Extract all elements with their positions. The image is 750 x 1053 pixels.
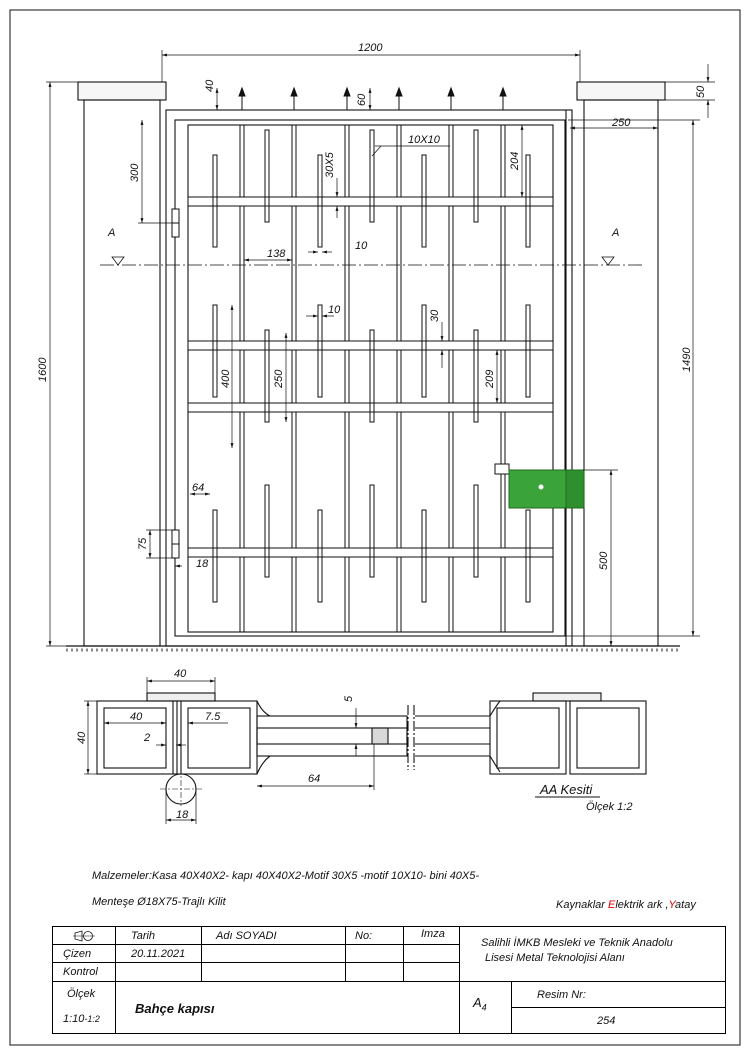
paper-size [473,995,487,1013]
section-label-left: A [108,227,116,239]
olcek-label: Ölçek [67,988,96,1000]
paper-size-sub: 4 [481,1002,487,1013]
elevation-dimension-texts [37,42,707,570]
right-post [577,82,665,646]
dim-gap-138: 138 [267,248,286,260]
dim-gap-30: 30 [429,309,441,322]
scale-sub: -1:2 [84,1014,100,1024]
imza-label: Imza [421,928,445,940]
dim-motif-30x5: 30X5 [324,152,336,178]
weld-y: Y [668,899,676,911]
dim-hinge-18: 18 [196,558,209,570]
sheet-border [10,10,740,1045]
dim-height-1490: 1490 [681,347,693,372]
resim-number: 254 [597,1015,616,1027]
no-label: No: [355,930,373,942]
institution-line-2: Lisesi Metal Teknolojisi Alanı [485,952,625,964]
weld-prefix: Kaynaklar [556,899,608,911]
dim-gate-width: 1200 [358,42,383,54]
dim-section-5: 5 [343,695,355,702]
spikes [239,88,506,110]
dim-section-40-inner: 40 [130,711,143,723]
dim-gap-10a: 10 [355,240,368,252]
projection-symbol-icon [73,930,95,942]
cizen-label: Çizen [63,948,92,960]
dim-hinge-64: 64 [192,482,205,494]
dim-motif-10x10: 10X10 [408,134,440,146]
institution-line-1: Salihli İMKB Mesleki ve Teknik Anadolu [481,937,673,949]
dim-section-64: 64 [308,773,321,785]
weld-suffix: atay [675,899,696,911]
section-title: AA Kesiti [540,782,593,797]
dim-post-250: 250 [612,117,631,129]
dim-spike-60: 60 [356,93,368,106]
dim-cap-50: 50 [695,85,707,98]
materials-note: Malzemeler:Kasa 40X40X2- kapı 40X40X2-Motif 30X5 -motif 10X10- bini 40X5- [92,870,480,882]
section-scale: Ölçek 1:2 [586,801,633,813]
tarih-label: Tarih [131,930,156,942]
weld-note [556,899,696,911]
name-label: Adı SOYADI [216,930,277,942]
weld-mid: lektrik ark , [615,899,669,911]
resim-label: Resim Nr: [537,989,586,1001]
dim-hinge-75: 75 [137,537,149,550]
section-line [100,257,645,265]
kontrol-label: Kontrol [63,966,98,978]
dim-gap-209: 209 [484,369,496,388]
drawing-date: 20.11.2021 [131,948,186,960]
dim-top-300: 300 [129,163,141,182]
paper-size-main: A [473,995,482,1010]
section-label-right: A [612,227,620,239]
scale-main: 1:10 [63,1013,85,1025]
dim-section-2: 2 [144,732,151,744]
scale-value [63,1013,100,1025]
dim-gap-10b: 10 [328,304,341,316]
dim-total-1600: 1600 [37,357,49,382]
dim-spacing-204: 204 [509,151,521,170]
dim-section-18: 18 [176,809,189,821]
weld-e: E [607,899,616,911]
dim-top-40: 40 [204,79,216,92]
dim-lock-500: 500 [598,551,610,570]
lock-box [495,464,584,508]
ground-line [66,646,680,650]
dim-section-40-top: 40 [174,668,187,680]
dim-gap-250: 250 [273,369,285,388]
dim-section-40-side: 40 [76,731,88,744]
hinge-note: Menteşe Ø18X75-Trajlı Kilit [92,896,226,908]
left-post [78,82,166,646]
dim-bar-400: 400 [220,369,232,388]
dim-section-7-5: 7.5 [205,711,221,723]
drawing-title: Bahçe kapısı [135,1001,215,1016]
title-block [52,926,726,1034]
